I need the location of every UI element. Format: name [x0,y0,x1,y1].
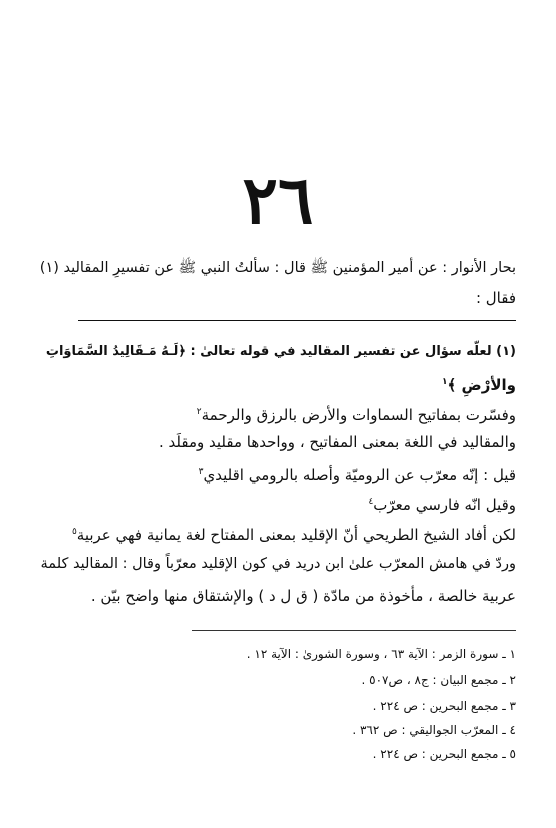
note-line-5-text: قيل : إنّه معرّب عن الروميّة وأصله بالرومي اقليدي [203,466,516,484]
note-line-3-text: وفسّرت بمفاتيح السماوات والأرض بالرزق والرحمة [201,406,516,424]
note-line-4: والمقاليد في اللغة بمعنى المفاتيح ، وواحدها مقليد ومقلَد . [159,433,516,451]
question-line-1: بحار الأنوار : عن أمير المؤمنين ﷺ قال : سألتُ النبي ﷺ عن تفسيرِ المقاليد (١) [39,260,516,276]
footnote-divider [192,630,516,631]
footnote-ref-5: ٥ [71,527,77,537]
section-divider [78,320,516,321]
note-line-2 [40,372,516,395]
note-line-1: (١) لعلّه سؤال عن تفسير المقاليد في قوله تعالىٰ : ﴿لَـهُ مَـقَالِيدُ السَّمَاوَاتِ [45,344,516,359]
footnote-ref-4: ٤ [368,497,374,507]
note-line-7-text: لكن أفاد الشيخ الطريحي أنّ الإقليد بمعنى المفتاح لغة يمانية فهي عربية [76,526,516,544]
note-line-8: وردّ في هامش المعرّب علىٰ ابن دريد في كون الإقليد معرّباً وقال : المقاليد كلمة [40,556,516,572]
footnote-5: ٥ ـ مجمع البحرين : ص ٢٢٤ . [372,747,516,761]
footnote-1: ١ ـ سورة الزمر : الآية ٦٣ ، وسورة الشورىٰ : الآية ١٢ . [246,647,516,661]
note-line-6 [40,492,516,515]
footnote-2: ٢ ـ مجمع البيان : ج٨ ، ص٥٠٧ . [361,673,516,687]
footnote-ref-3: ٣ [198,467,204,477]
footnote-3: ٣ ـ مجمع البحرين : ص ٢٢٤ . [372,699,516,713]
chapter-number: ٢٦ [242,161,314,239]
question-line-2: فقال : [475,289,516,307]
note-line-2-text: والأرْضِ ﴾ [447,376,516,394]
note-line-7 [40,522,516,545]
note-line-3 [40,402,516,425]
footnote-ref-1: ١ [442,377,448,387]
note-line-6-text: وقيل انّه فارسي معرّب [373,496,516,514]
footnote-ref-2: ٢ [196,407,202,417]
footnote-4: ٤ ـ المعرّب الجواليقي : ص ٣٦٢ . [352,723,516,737]
note-line-9: عربية خالصة ، مأخوذة من مادّة ( ق ل د ) والإشتقاق منها واضح بيّن . [90,587,516,605]
note-line-5 [40,462,516,485]
